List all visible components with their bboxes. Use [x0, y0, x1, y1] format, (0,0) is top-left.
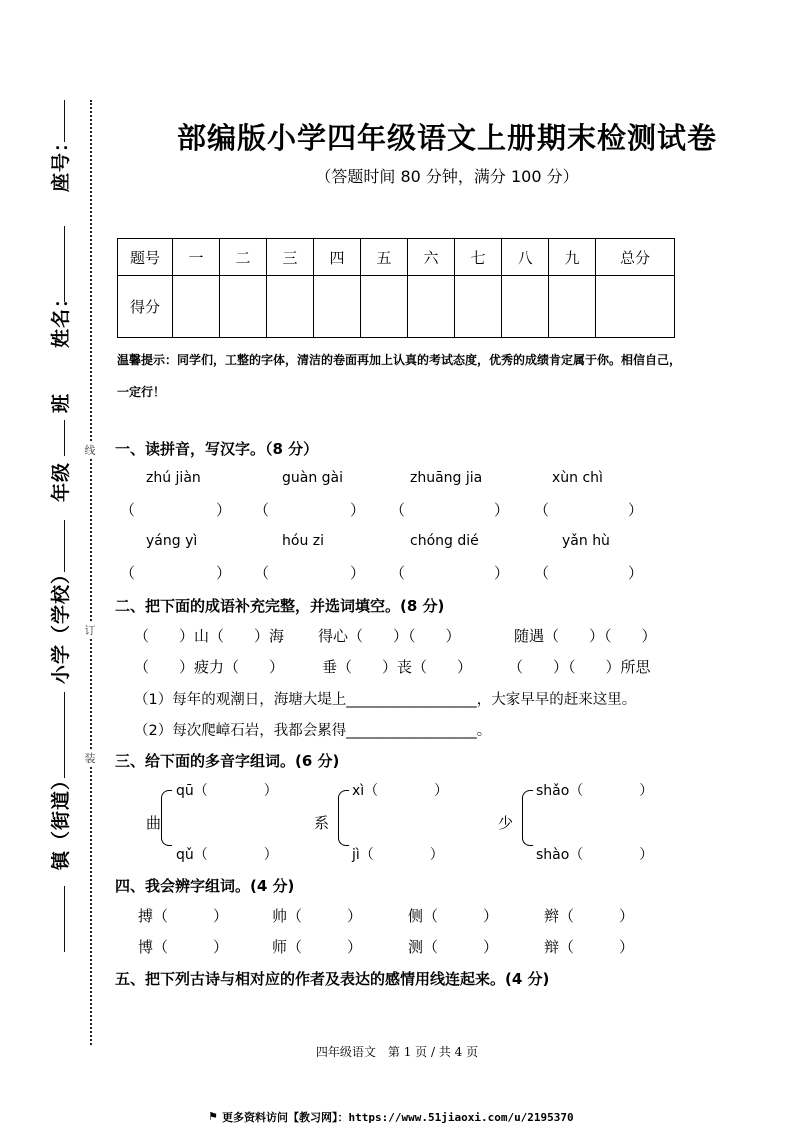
pinyin-5: yáng yì [146, 533, 198, 549]
polyphone-1-char: 曲 [146, 814, 162, 832]
distinguish-6: 师（ ） [272, 938, 363, 956]
pinyin-8: yǎn hù [562, 533, 610, 549]
answer-1-close: ） [216, 501, 232, 519]
score-cell-9: 九 [549, 239, 596, 276]
idiom-2: 得心（ ）（ ） [318, 627, 461, 645]
grade-label: 年级 [50, 461, 72, 502]
warm-tip: 温馨提示：同学们，工整的字体，清洁的卷面再加上认真的考试态度，优秀的成绩肯定属于你。相信自己，一定行！ [117, 353, 682, 399]
idiom-1: （ ）山（ ）海 [134, 627, 285, 645]
idiom-5: 垂（ ）丧（ ） [322, 658, 473, 676]
answer-5-close: ） [216, 564, 232, 582]
polyphone-2-brace [338, 790, 349, 846]
seat-label: 座号： [50, 131, 72, 192]
score-table-header-row [118, 239, 675, 276]
polyphone-3-b: shào（ ） [536, 847, 654, 863]
polyphone-2-a: xì（ ） [352, 783, 449, 799]
section-1-title: 一、读拼音，写汉字。（8 分） [115, 440, 319, 458]
distinguish-7: 测（ ） [408, 938, 499, 956]
answer-3-open: （ [390, 501, 406, 519]
answer-8-open: （ [534, 564, 550, 582]
answer-2-close: ） [350, 501, 366, 519]
pinyin-2: guàn gài [282, 470, 344, 486]
score-input-7[interactable] [455, 276, 502, 338]
town-label: 镇（街道） [50, 769, 72, 870]
distinguish-2: 帅（ ） [272, 907, 363, 925]
idiom-4: （ ）疲力（ ） [134, 658, 285, 676]
distinguish-5: 博（ ） [138, 938, 229, 956]
distinguish-3: 侧（ ） [408, 907, 499, 925]
pinyin-3: zhuāng jia [410, 470, 483, 486]
fill-question-2: （2）每次爬嶂石岩，我都会累得__________________。 [134, 723, 492, 739]
page-title: 部编版小学四年级语文上册期末检测试卷 [176, 121, 717, 155]
name-label: 姓名： [50, 287, 72, 348]
score-cell-total: 总分 [596, 239, 675, 276]
town-underline [64, 886, 65, 952]
pinyin-1: zhú jiàn [146, 470, 201, 486]
flag-icon: ⚑ [208, 1110, 218, 1123]
answer-1-open: （ [120, 501, 136, 519]
score-cell-4: 四 [314, 239, 361, 276]
section-4-title: 四、我会辨字组词。(4 分) [115, 877, 295, 895]
pinyin-6: hóu zi [282, 533, 324, 549]
polyphone-1-brace [161, 790, 172, 846]
binding-word-ding: 订 [82, 622, 98, 638]
polyphone-3-brace [522, 790, 533, 846]
polyphone-2-b: jì（ ） [352, 847, 444, 863]
score-table [117, 238, 675, 338]
score-input-2[interactable] [220, 276, 267, 338]
polyphone-2-char: 系 [314, 814, 330, 832]
section-5-title: 五、把下列古诗与相对应的作者及表达的感情用线连起来。(4 分) [115, 970, 550, 988]
idiom-6: （ ）（ ）所思 [508, 658, 651, 676]
answer-7-open: （ [390, 564, 406, 582]
score-cell-7: 七 [455, 239, 502, 276]
section-2-title: 二、把下面的成语补充完整，并选词填空。(8 分) [115, 597, 445, 615]
score-cell-8: 八 [502, 239, 549, 276]
score-input-4[interactable] [314, 276, 361, 338]
score-cell-label: 题号 [118, 239, 173, 276]
score-cell-5: 五 [361, 239, 408, 276]
score-input-5[interactable] [361, 276, 408, 338]
pinyin-7: chóng dié [410, 533, 479, 549]
polyphone-1-b: qǔ（ ） [176, 847, 278, 863]
score-input-6[interactable] [408, 276, 455, 338]
binding-word-xian: 线 [82, 442, 98, 458]
score-cell-2: 二 [220, 239, 267, 276]
answer-7-close: ） [494, 564, 510, 582]
answer-4-open: （ [534, 501, 550, 519]
binding-dotted-line [90, 100, 92, 1045]
score-input-8[interactable] [502, 276, 549, 338]
score-cell-1: 一 [173, 239, 220, 276]
answer-6-open: （ [254, 564, 270, 582]
score-cell-3: 三 [267, 239, 314, 276]
answer-3-close: ） [494, 501, 510, 519]
distinguish-8: 辩（ ） [544, 938, 635, 956]
idiom-3: 随遇（ ）（ ） [514, 627, 657, 645]
score-cell-6: 六 [408, 239, 455, 276]
score-input-total[interactable] [596, 276, 675, 338]
resource-link[interactable]: 更多资料访问【教习网】：https://www.51jiaoxi.com/u/2195370 [222, 1111, 574, 1124]
school-underline [64, 692, 65, 778]
answer-8-close: ） [628, 564, 644, 582]
binding-word-zhuang: 装 [82, 750, 98, 766]
answer-4-close: ） [628, 501, 644, 519]
distinguish-4: 辫（ ） [544, 907, 635, 925]
score-input-3[interactable] [267, 276, 314, 338]
class-underline [64, 420, 65, 456]
page-subtitle: （答题时间 80 分钟，满分 100 分） [315, 167, 579, 186]
polyphone-3-a: shǎo（ ） [536, 783, 654, 799]
score-input-9[interactable] [549, 276, 596, 338]
polyphone-3-char: 少 [498, 814, 514, 832]
section-3-title: 三、给下面的多音字组词。(6 分) [115, 752, 340, 770]
answer-6-close: ） [350, 564, 366, 582]
school-label: 小学（学校） [50, 563, 72, 684]
pinyin-4: xùn chì [552, 470, 603, 486]
fill-question-1: （1）每年的观潮日，海塘大堤上__________________，大家早早的赶来这里。 [134, 692, 637, 708]
distinguish-1: 搏（ ） [138, 907, 229, 925]
polyphone-1-a: qū（ ） [176, 783, 278, 799]
answer-2-open: （ [254, 501, 270, 519]
score-table-score-row [118, 276, 675, 338]
score-row-label: 得分 [118, 276, 173, 338]
score-input-1[interactable] [173, 276, 220, 338]
class-label: 班 [50, 393, 72, 414]
page-footer: 四年级语文 第 1 页 / 共 4 页 [315, 1045, 479, 1059]
answer-5-open: （ [120, 564, 136, 582]
